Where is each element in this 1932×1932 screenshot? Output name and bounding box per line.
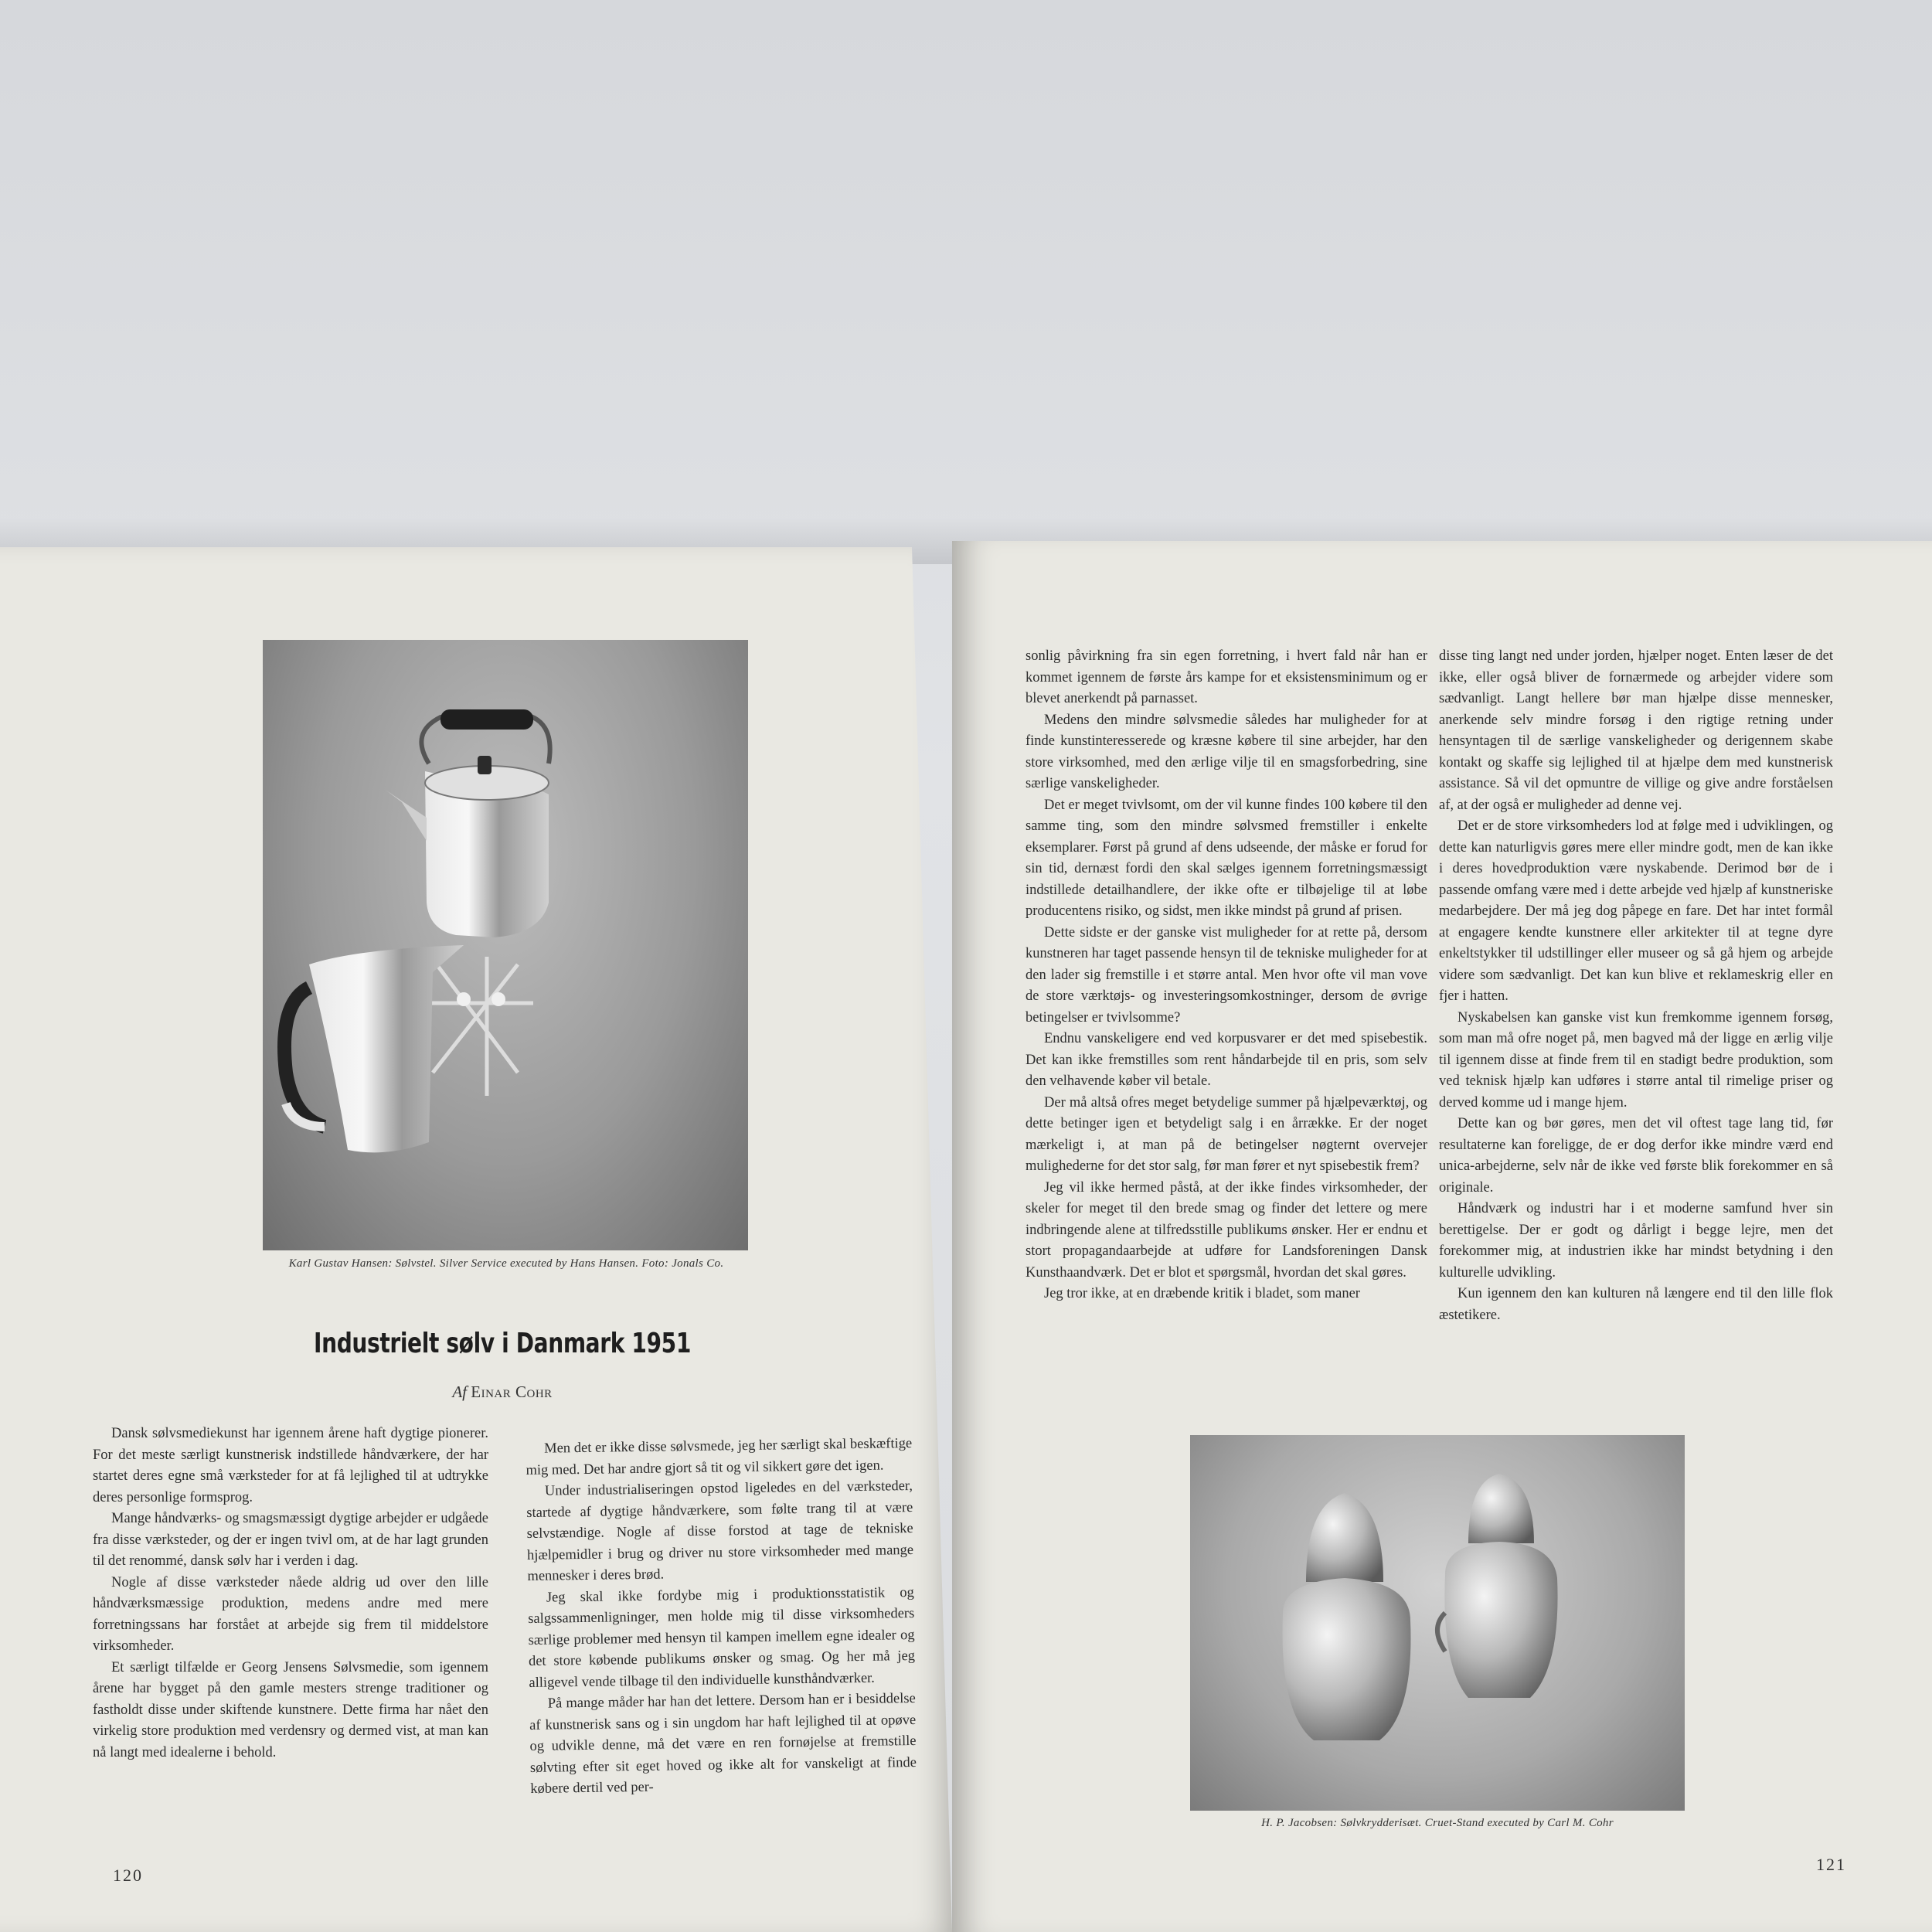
silver-service-photo [263, 640, 748, 1250]
page-number-left: 120 [113, 1866, 143, 1885]
photo-caption-left: Karl Gustav Hansen: Sølvstel. Silver Service executed by Hans Hansen. Foto: Jonals Co. [288, 1257, 724, 1270]
silver-service-illustration [263, 640, 748, 1250]
paragraph: Jeg vil ikke hermed påstå, at der ikke findes virksomheder, der skeler for meget til den brede smag og finder det lettere og mere indbringende alene at tilfredsstille publikums ønsker. Her er endnu et stort propagandaarbejde at udføre for Landsforeningen Dansk Kunsthaandværk. Det er blot et spørgsmål, hvordan det skal gøres. [1026, 1179, 1427, 1281]
paragraph: sonlig påvirkning fra sin egen forretning, i hvert fald når han er kommet igennem de første års kampe for et eksistensminimum og er blevet anerkendt på parnasset. [1026, 648, 1427, 706]
byline-prefix: Af [452, 1383, 467, 1401]
photo-caption-right: H. P. Jacobsen: Sølvkrydderisæt. Cruet-Stand executed by Carl M. Cohr [1261, 1817, 1614, 1829]
byline [309, 1383, 696, 1402]
text-column-1 [93, 1423, 488, 1764]
paragraph: Nyskabelsen kan ganske vist kun fremkomme igennem forsøg, som man må ofre noget på, men bagved må der ligge en ærlig vilje til igennem disse at finde frem til en stadigt bedre produktion, som ved teknisk hjælp kan udføres i større antal til rimelige priser og derved komme ud i mange hjem. [1439, 1009, 1833, 1111]
paragraph: Jeg skal ikke fordybe mig i produktionsstatistik og salgssammenligninger, men holde mig til disse virksomheders særlige problemer med hensyn til kampen imellem egne idealer og det store købende publikums ønsker og smag. Og her må jeg alligevel vende tilbage til den individuelle kunsthåndværker. [528, 1584, 916, 1691]
paragraph: Mange håndværks- og smagsmæssigt dygtige arbejder er udgåede fra disse værksteder, og der er ingen tvivl om, at de har lagt grunden til det renommé, dansk sølv har i verden i dag. [93, 1511, 488, 1569]
paragraph: På mange måder har han det lettere. Dersom han er i besiddelse af kunstnerisk sans og i sin ungdom har haft lejlighed til at opøve og udvikle denne, må det være en ren fornøjelse at fremstille sølvting efter sit eget hoved og ikke alt for vanskeligt at finde købere dertil ved per- [529, 1690, 917, 1797]
paragraph: Det er de store virksomheders lod at følge med i udviklingen, og dette kan naturligvis gøres mere eller mindre godt, men de kan ikke i deres hovedproduktion være nyskabende. Derimod bør de i passende omfang være med i dette arbejde ved hjælp af kunstneriske medarbejdere. Der må jeg dog påpege en fare. Det har intet formål at engagere kendte kunstnere eller arkitekter til at tegne dyre enkeltstykker til udstillinger eller museer og så gå hjem og arbejde videre som sædvanligt. Det kan kun blive et reklameskrig eller en fjer i hatten. [1439, 818, 1833, 1004]
paragraph: Kun igennem den kan kulturen nå længere end til den lille flok æstetikere. [1439, 1286, 1833, 1323]
paragraph: Det er meget tvivlsomt, om der vil kunne findes 100 købere til den samme ting, som den mindre sølvsmed fremstiller i enkelte eksemplarer. Først på grund af dens udseende, der måske er forud for sin tid, dernæst fordi den skal sælges igennem forretningsmæssigt indstillede detailhandlere, der ikke ofte er tilbøjelige til at løbe producentens risiko, og sidst, men ikke mindst på grund af prisen. [1026, 797, 1427, 919]
paragraph: Håndværk og industri har i et moderne samfund hver sin berettigelse. Der er godt og dårligt i begge lejre, men det forekommer mig, at industrien ikke har mindst betydning i den kulturelle udvikling. [1439, 1201, 1833, 1281]
byline-author: Einar Cohr [471, 1383, 553, 1401]
cruet-stand-illustration [1190, 1435, 1685, 1811]
paragraph: Nogle af disse værksteder nåede aldrig ud over den lille håndværksmæssige produktion, medens andre med mere forretningssans har forstået at arbejde sig frem til middelstore virksomheder. [93, 1574, 488, 1654]
paragraph: disse ting langt ned under jorden, hjælper noget. Enten læser de det ikke, eller også bliver de fornærmede og arbejder videre som sædvanligt. Langt hellere bør man hjælpe disse mennesker, anerkende selv mindre forsøg i den rigtige retning under hensyntagen til de særlige vanskeligheder og derigennem skabe kontakt og skaffe sig lejlighed til at hjælpe dem med kunstnerisk assistance. Så vil det opmuntre de villige og give andre forståelsen af, at der også er muligheder ad denne vej. [1439, 648, 1833, 813]
paragraph: Dette sidste er der ganske vist muligheder for at rette på, dersom kunstneren har taget passende hensyn til de tekniske muligheder for at den lader sig fremstille i et større antal. Men hvor ofte vil man vove de store værktøjs- og investeringsomkostninger, dersom de øvrige betingelser er tvivlsomme? [1026, 924, 1427, 1026]
paragraph: Der må altså ofres meget betydelige summer på hjælpeværktøj, og dette betinger igen et betydeligt salg i en årrække. Er der noget mærkeligt i, at man på de betingelser nøgternt overvejer mulighederne for det stor salg, før man fører et nyt spisebestik frem? [1026, 1094, 1427, 1174]
text-column-4 [1439, 646, 1833, 1326]
article-title: Industrielt sølv i Danmark 1951 [314, 1328, 691, 1359]
paragraph: Under industrialiseringen opstod ligeledes en del værksteder, startede af dygtige håndværkere, som følte trang til at være selvstændige. Nogle af disse forstod at tage de tekniske hjælpemidler i brug og driver nu store virksomheder med mange mennesker i deres brød. [526, 1478, 914, 1584]
paragraph: Endnu vanskeligere end ved korpusvarer er det med spisebestik. Det kan ikke fremstilles som rent håndarbejde til en pris, som selv den velhavende køber vil betale. [1026, 1031, 1427, 1089]
paragraph: Dette kan og bør gøres, men det vil oftest tage lang tid, før resultaterne kan foreligge, de er dog derfor ikke mindre værd end unica-arbejderne, selv når de ikke ved første blik forekommer en så originale. [1439, 1116, 1833, 1196]
paragraph: Dansk sølvsmediekunst har igennem årene haft dygtige pionerer. For det meste særligt kunstnerisk indstillede håndværkere, der har startet deres egne små værksteder for at få lejlighed til at udtrykke deres personlige formsprog. [93, 1426, 488, 1505]
paragraph: Et særligt tilfælde er Georg Jensens Sølvsmedie, som igennem årene har bygget på den gamle mesters strenge traditioner og fastholdt disse under skiftende kunstnere. Dette firma har nået den virkelig store produktion med verdensry og dermed vist, at man kan nå langt med idealerne i behold. [93, 1659, 488, 1760]
paragraph: Jeg tror ikke, at en dræbende kritik i bladet, som maner [1044, 1286, 1360, 1301]
paragraph: Men det er ikke disse sølvsmede, jeg her særligt skal beskæftige mig med. Det har andre gjort så tit og vil sikkert gøre det igen. [526, 1436, 913, 1478]
text-column-2 [526, 1434, 917, 1800]
cruet-stand-photo [1190, 1435, 1685, 1811]
text-column-3 [1026, 646, 1427, 1305]
page-number-right: 121 [1816, 1855, 1846, 1874]
paragraph: Medens den mindre sølvsmedie således har muligheder for at finde kunstinteresserede og kræsne købere til sine arbejder, har den store virksomhed, med den ærlige vilje til en smagsforbedring, sine særlige vanskeligheder. [1026, 712, 1427, 791]
